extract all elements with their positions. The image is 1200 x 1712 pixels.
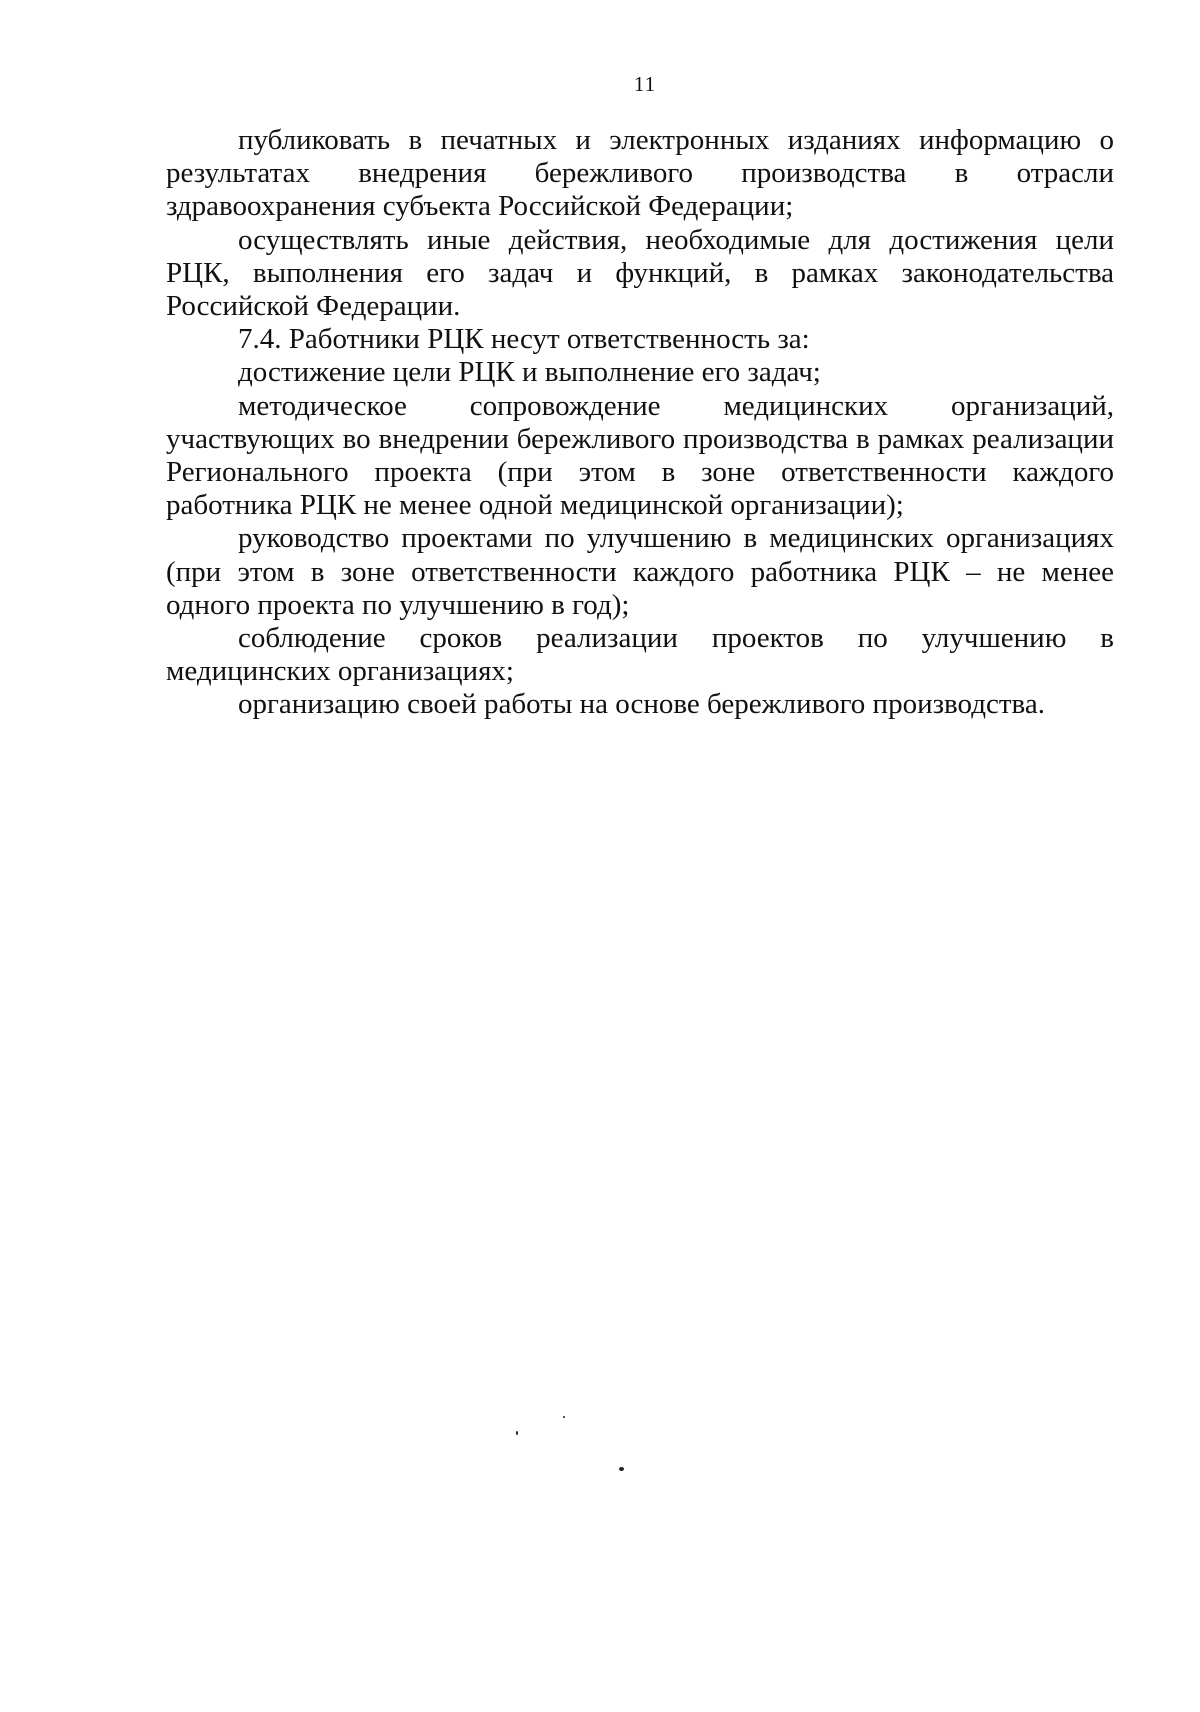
paragraph-deadlines: соблюдение сроков реализации проектов по улучшению в медицинских организациях; [166,622,1114,688]
paragraph-publish-results: публиковать в печатных и электронных изданиях информацию о результатах внедрения бережливого производства в отрасли здравоохранения субъекта Российской Федерации; [166,124,1114,223]
paragraph-section-7-4: 7.4. Работники РЦК несут ответственность за: [238,323,810,356]
paragraph-own-work: организацию своей работы на основе бережливого производства. [238,688,1045,721]
scan-speck [563,1416,565,1418]
paragraph-other-actions: осуществлять иные действия, необходимые для достижения цели РЦК, выполнения его задач и функций, в рамках законодательства Российской Федерации. [166,223,1114,323]
page-number: 11 [633,72,657,96]
paragraph-project-management: руководство проектами по улучшению в медицинских организациях (при этом в зоне ответственности каждого работника РЦК – не менее одного проекта по улучшению в год); [166,522,1114,621]
paragraph-goal-achievement: достижение цели РЦК и выполнение его задач; [238,356,821,389]
document-body [166,124,1114,722]
scan-speck [619,1467,624,1471]
paragraph-methodical-support: методическое сопровождение медицинских организаций, участвующих во внедрении бережливого производства в рамках реализации Регионального проекта (при этом в зоне ответственности каждого работника РЦК не менее одной медицинской организации); [166,389,1114,522]
scan-speck [516,1431,518,1435]
